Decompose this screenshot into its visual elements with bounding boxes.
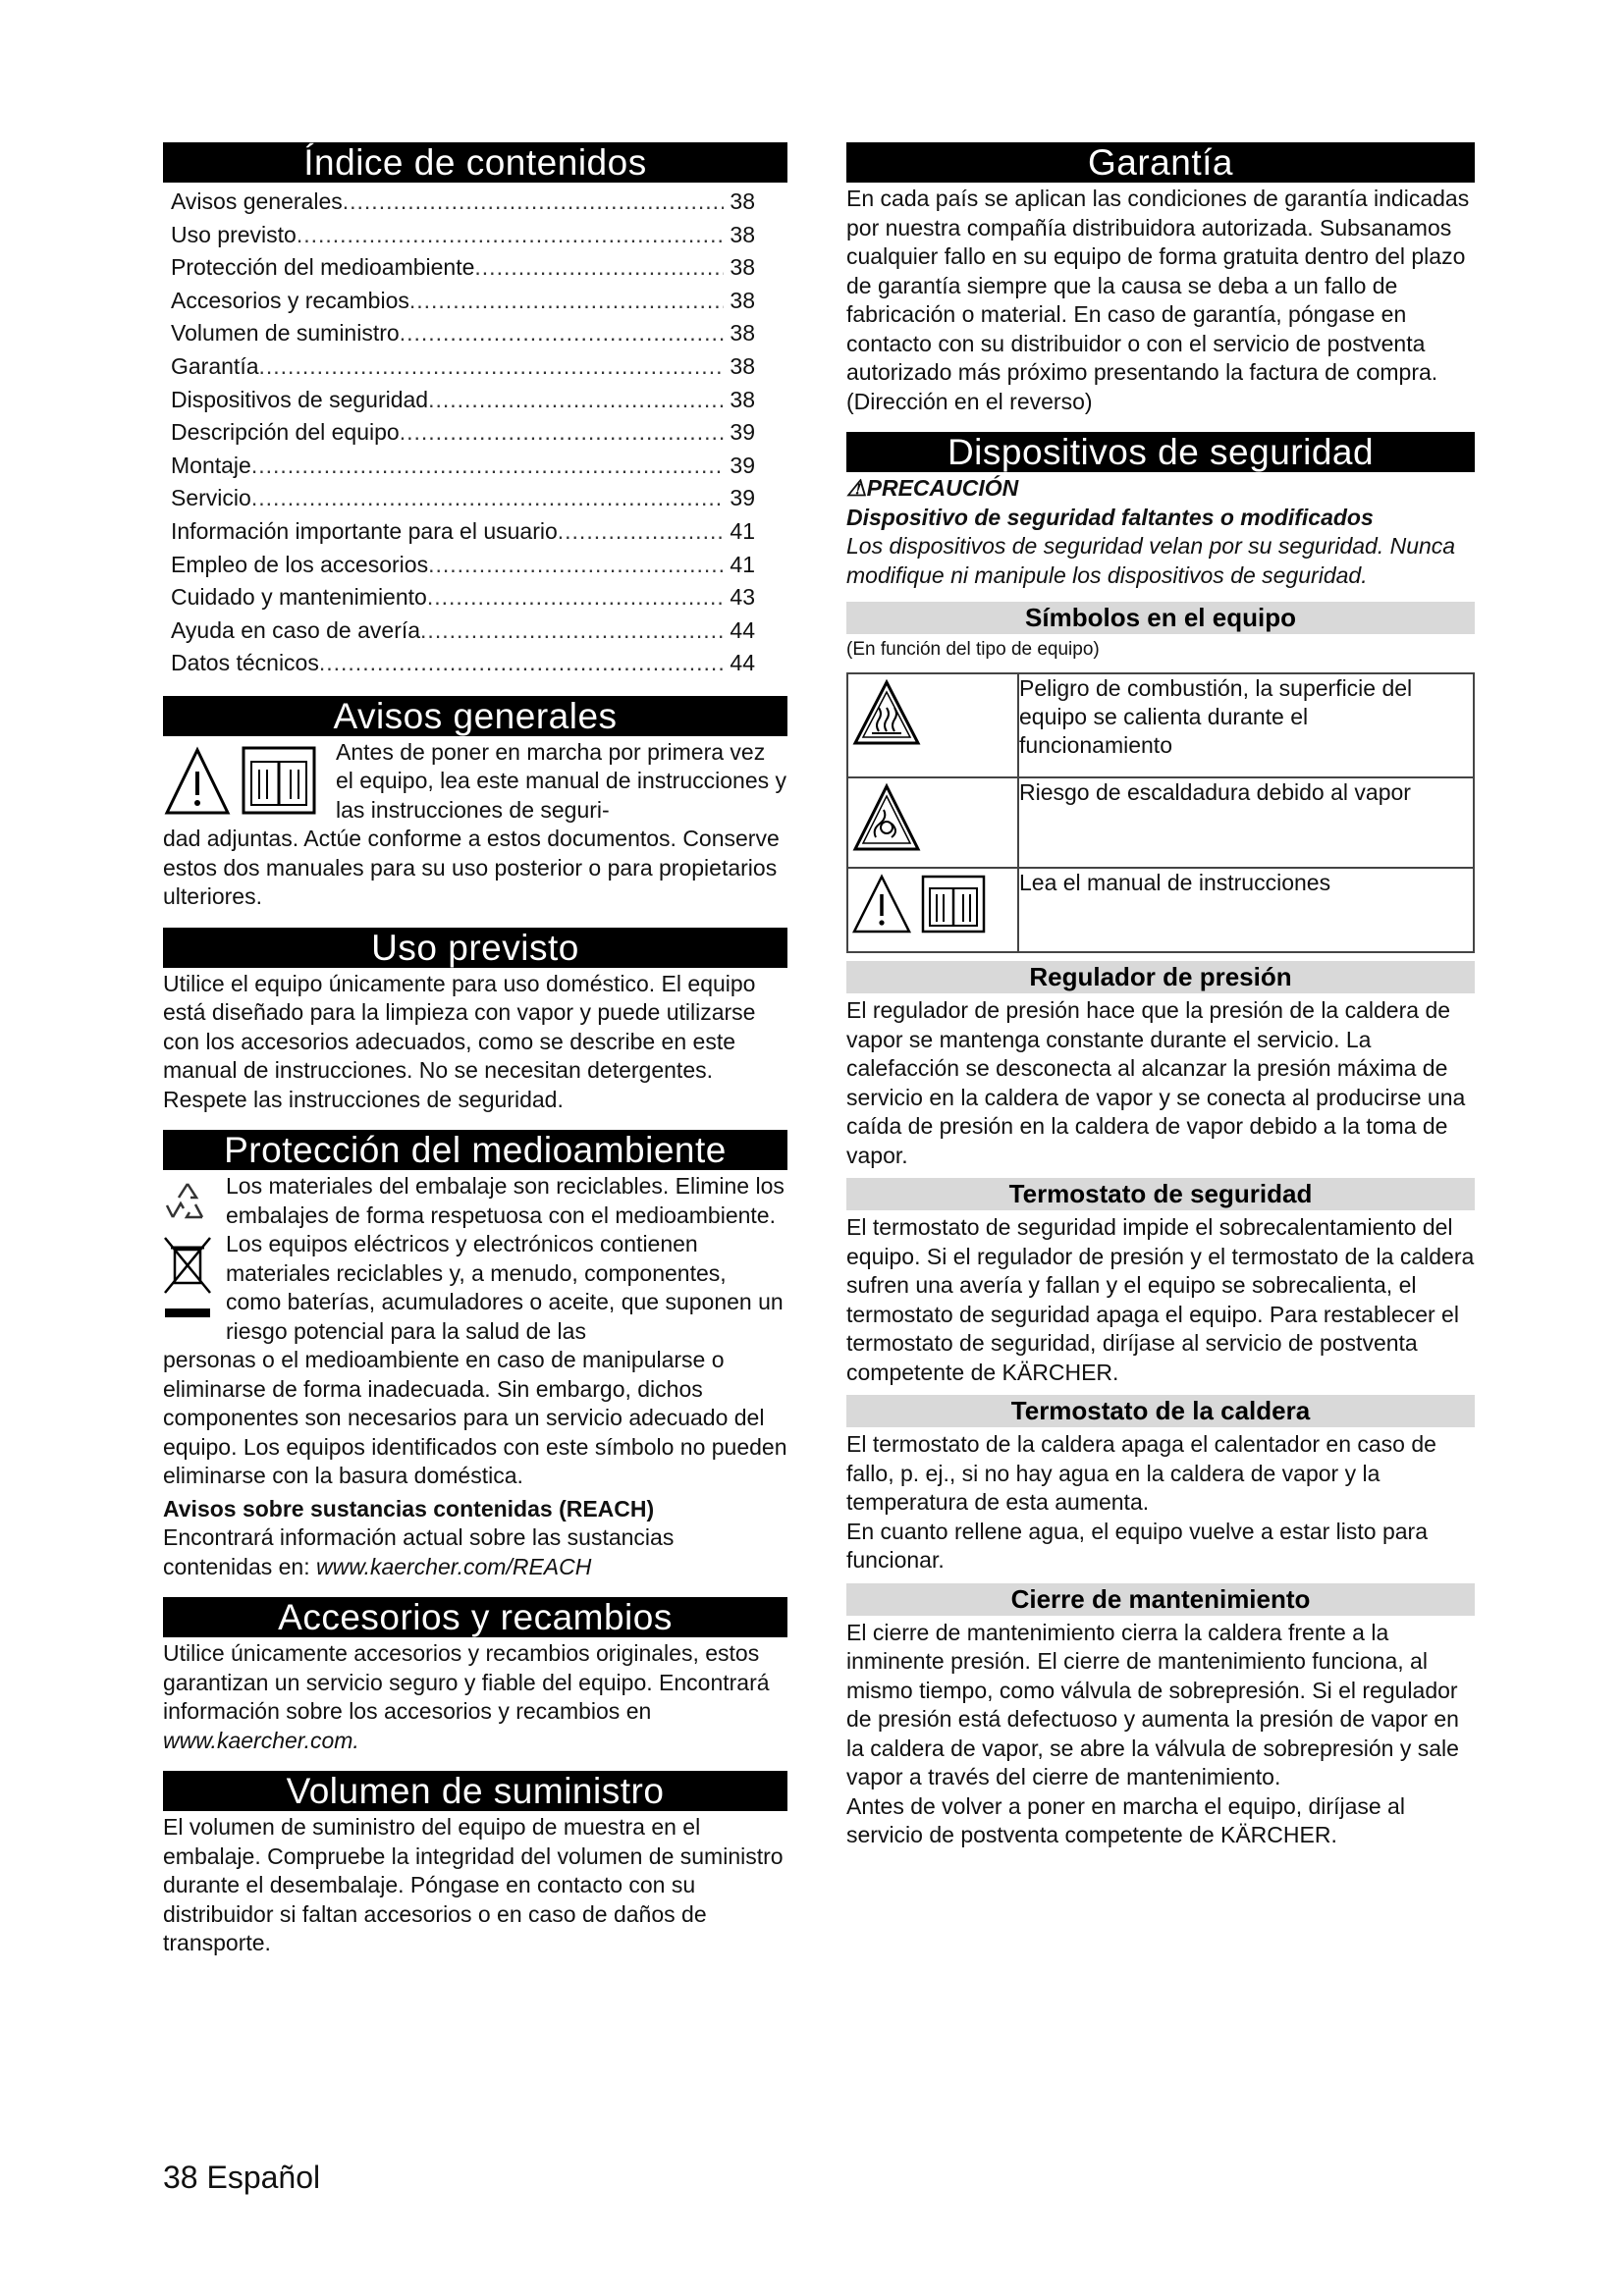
warning-read-manual-icon xyxy=(163,738,336,823)
toc-heading: Índice de contenidos xyxy=(163,142,787,183)
avisos-section xyxy=(163,696,787,912)
regulador-section xyxy=(846,961,1475,1170)
toc-item[interactable] xyxy=(171,450,755,483)
toc-item-page: 38 xyxy=(730,254,755,281)
symbols-table xyxy=(846,672,1475,953)
accesorios-heading: Accesorios y recambios xyxy=(163,1597,787,1637)
toc-item-page: 39 xyxy=(730,419,755,446)
avisos-text-b: dad adjuntas. Actúe conforme a estos documentos. Conserve estos dos manuales para su uso posterior o para propietarios ulteriores. xyxy=(163,826,780,910)
toc-item-page: 39 xyxy=(730,485,755,511)
weee-row xyxy=(163,1230,787,1346)
proteccion-section xyxy=(163,1130,787,1581)
table-row xyxy=(847,868,1474,952)
termostato-caldera-text2: En cuanto rellene agua, el equipo vuelve a estar listo para funcionar. xyxy=(846,1518,1429,1573)
toc-leader-dots xyxy=(251,450,725,483)
cierre-text: El cierre de mantenimiento cierra la caldera frente a la inminente presión. El cierre de mantenimiento funciona, al mismo tiempo, como válvula de sobrepresión. Si el regulador de presión está defectuoso y aumenta la presión de vapor en la caldera de vapor, se abre la válvula de sobrepresión y sale vapor a través del cierre de mantenimiento. xyxy=(846,1619,1459,1789)
toc-item-label: Uso previsto xyxy=(171,221,297,247)
toc-list xyxy=(171,186,787,680)
proteccion-heading: Protección del medioambiente xyxy=(163,1130,787,1170)
toc-leader-dots xyxy=(259,350,725,384)
weee-text-a: Los equipos eléctricos y electrónicos contienen materiales reciclables y, a menudo, componentes, como baterías, acumuladores o aceite, que suponen un riesgo potencial para la salud de las xyxy=(226,1231,784,1344)
steam-scald-warning-icon xyxy=(847,777,1018,868)
right-column xyxy=(846,142,1475,1850)
toc-item-page: 41 xyxy=(730,517,755,544)
recycle-icon xyxy=(163,1172,226,1227)
page-footer xyxy=(163,2160,320,2196)
volumen-heading: Volumen de suministro xyxy=(163,1771,787,1811)
toc-leader-dots xyxy=(251,482,725,515)
toc-item-label: Datos técnicos xyxy=(171,650,319,676)
toc-leader-dots xyxy=(297,219,725,252)
uso-text: Utilice el equipo únicamente para uso doméstico. El equipo está diseñado para la limpieza con vapor y puede utilizarse con los accesorios adecuados, como se describe en este manual de instrucciones. No se necesitan detergentes. Respete las instrucciones de seguridad. xyxy=(163,970,756,1112)
toc-leader-dots xyxy=(558,515,725,549)
toc-leader-dots xyxy=(319,647,725,680)
toc-leader-dots xyxy=(420,614,724,648)
symbol-text: Lea el manual de instrucciones xyxy=(1018,868,1474,952)
avisos-text-a: Antes de poner en marcha por primera vez el equipo, lea este manual de instrucciones y las instrucciones de seguri- xyxy=(336,738,787,823)
toc-item-page: 38 xyxy=(730,221,755,247)
regulador-text: El regulador de presión hace que la presión de la caldera de vapor se mantenga constante durante el servicio. La calefacción se desconecta al alcanzar la presión máxima de servicio en la caldera de vapor y se conecta al producirse una caída de presión en la caldera de vapor debido a la toma de vapor. xyxy=(846,997,1466,1168)
avisos-heading: Avisos generales xyxy=(163,696,787,736)
toc-item[interactable] xyxy=(171,549,755,582)
toc-item-page: 38 xyxy=(730,320,755,347)
reach-title: Avisos sobre sustancias contenidas (REACH) xyxy=(163,1495,655,1522)
garantia-text: En cada país se aplican las condiciones de garantía indicadas por nuestra compañía distribuidora autorizada. Subsanamos cualquier fallo en su equipo de forma gratuita dentro del plazo de garantía siempre que la causa se deba a un fallo de fabricación o material. En caso de garantía, póngase en contacto con su distribuidor o con el servicio de postventa autorizado más próximo presentando la factura de compra. xyxy=(846,186,1470,385)
termostato-caldera-text: El termostato de la caldera apaga el calentador en caso de fallo, p. ej., si no hay agua en la caldera de vapor y la temperatura de esta aumenta. xyxy=(846,1431,1436,1515)
reach-link[interactable]: www.kaercher.com/REACH xyxy=(316,1553,592,1579)
toc-item[interactable] xyxy=(171,350,755,384)
toc-item[interactable] xyxy=(171,416,755,450)
toc-leader-dots xyxy=(409,285,725,318)
avisos-icon-row xyxy=(163,738,787,826)
recycle-text: Los materiales del embalaje son reciclables. Elimine los embalajes de forma respetuosa con el medioambiente. xyxy=(226,1173,785,1228)
toc-item-label: Volumen de suministro xyxy=(171,320,400,347)
accesorios-link[interactable]: www.kaercher.com. xyxy=(163,1727,359,1753)
toc-item-label: Protección del medioambiente xyxy=(171,254,475,281)
toc-item-page: 39 xyxy=(730,452,755,478)
accesorios-text-body: Utilice únicamente accesorios y recambios originales, estos garantizan un servicio seguro y fiable del equipo. Encontrará información sobre los accesorios y recambios en xyxy=(163,1640,770,1725)
toc-item-label: Cuidado y mantenimiento xyxy=(171,584,427,611)
accesorios-section xyxy=(163,1597,787,1755)
symbol-text: Riesgo de escaldadura debido al vapor xyxy=(1018,777,1474,868)
garantia-heading: Garantía xyxy=(846,142,1475,183)
dispositivos-heading: Dispositivos de seguridad xyxy=(846,432,1475,472)
toc-item-label: Accesorios y recambios xyxy=(171,287,409,313)
table-row xyxy=(847,777,1474,868)
crossed-bin-icon xyxy=(163,1230,226,1324)
toc-item-label: Ayuda en caso de avería xyxy=(171,616,421,643)
termostato-seguridad-section xyxy=(846,1178,1475,1387)
left-column xyxy=(163,142,787,1974)
weee-text-b: personas o el medioambiente en caso de manipularse o eliminarse de forma inadecuada. Sin embargo, dichos componentes son necesarios para un servicio adecuado del equipo. Los equipos identificados con este símbolo no pueden eliminarse con la basura doméstica. xyxy=(163,1347,787,1489)
caution-label xyxy=(846,474,1475,504)
toc-leader-dots xyxy=(400,317,725,350)
toc-item-page: 38 xyxy=(730,386,755,412)
termostato-seguridad-heading: Termostato de seguridad xyxy=(846,1178,1475,1210)
table-row xyxy=(847,673,1474,777)
toc-item-label: Información importante para el usuario xyxy=(171,517,558,544)
read-manual-icon xyxy=(847,868,1018,952)
toc-item[interactable] xyxy=(171,515,755,549)
recycle-row xyxy=(163,1172,787,1230)
toc-item-page: 38 xyxy=(730,188,755,214)
toc-item[interactable] xyxy=(171,251,755,285)
regulador-heading: Regulador de presión xyxy=(846,961,1475,993)
toc-section xyxy=(163,142,787,680)
toc-leader-dots xyxy=(400,416,725,450)
toc-item-page: 43 xyxy=(730,584,755,611)
toc-item[interactable] xyxy=(171,614,755,648)
toc-item[interactable] xyxy=(171,317,755,350)
termostato-caldera-heading: Termostato de la caldera xyxy=(846,1395,1475,1427)
simbolos-section xyxy=(846,602,1475,953)
accesorios-text xyxy=(163,1639,787,1755)
toc-item-page: 38 xyxy=(730,352,755,379)
toc-item[interactable] xyxy=(171,482,755,515)
toc-leader-dots xyxy=(343,186,725,219)
dispositivos-section xyxy=(846,432,1475,590)
toc-item-label: Empleo de los accesorios xyxy=(171,551,429,577)
garantia-section xyxy=(846,142,1475,416)
toc-item-label: Servicio xyxy=(171,485,251,511)
toc-item[interactable] xyxy=(171,581,755,614)
cierre-heading: Cierre de mantenimiento xyxy=(846,1583,1475,1616)
toc-item-label: Montaje xyxy=(171,452,251,478)
toc-item-page: 44 xyxy=(730,616,755,643)
toc-item[interactable] xyxy=(171,219,755,252)
uso-heading: Uso previsto xyxy=(163,928,787,968)
caution-title: Dispositivo de seguridad faltantes o modificados xyxy=(846,504,1374,530)
toc-item-label: Dispositivos de seguridad xyxy=(171,386,429,412)
simbolos-heading: Símbolos en el equipo xyxy=(846,602,1475,634)
toc-leader-dots xyxy=(474,251,724,285)
toc-item[interactable] xyxy=(171,186,755,219)
garantia-note: (Dirección en el reverso) xyxy=(846,388,1093,414)
volumen-section xyxy=(163,1771,787,1958)
toc-leader-dots xyxy=(427,581,725,614)
caution-triangle-icon: ⚠ xyxy=(846,475,867,501)
page-language: Español xyxy=(206,2160,321,2195)
toc-item-page: 38 xyxy=(730,287,755,313)
toc-item[interactable] xyxy=(171,647,755,680)
hot-surface-warning-icon xyxy=(847,673,1018,777)
toc-leader-dots xyxy=(428,384,724,417)
toc-item-page: 44 xyxy=(730,650,755,676)
toc-leader-dots xyxy=(428,549,724,582)
page-number: 38 xyxy=(163,2160,198,2195)
termostato-caldera-section xyxy=(846,1395,1475,1575)
simbolos-note: (En función del tipo de equipo) xyxy=(846,639,1100,660)
cierre-section xyxy=(846,1583,1475,1850)
toc-item[interactable] xyxy=(171,384,755,417)
volumen-text: El volumen de suministro del equipo de muestra en el embalaje. Compruebe la integridad del volumen de suministro durante el desembalaje. Póngase en contacto con su distribuidor si faltan accesorios o en caso de daños de transporte. xyxy=(163,1814,784,1956)
caution-label-text: PRECAUCIÓN xyxy=(866,475,1019,501)
toc-item-label: Avisos generales xyxy=(171,188,343,214)
uso-section xyxy=(163,928,787,1115)
toc-item[interactable] xyxy=(171,285,755,318)
caution-text: Los dispositivos de seguridad velan por su seguridad. Nunca modifique ni manipule los dispositivos de seguridad. xyxy=(846,533,1456,588)
toc-item-label: Garantía xyxy=(171,352,259,379)
toc-item-label: Descripción del equipo xyxy=(171,419,400,446)
reach-text-body: Encontrará información actual sobre las sustancias contenidas en: xyxy=(163,1524,675,1579)
toc-item-page: 41 xyxy=(730,551,755,577)
termostato-seguridad-text: El termostato de seguridad impide el sobrecalentamiento del equipo. Si el regulador de presión y el termostato de la caldera sufren una avería y fallan y el equipo se sobrecalienta, el termostato de seguridad apaga el equipo. Para restablecer el termostato de seguridad, diríjase al servicio de postventa competente de KÄRCHER. xyxy=(846,1214,1475,1385)
cierre-text2: Antes de volver a poner en marcha el equipo, diríjase al servicio de postventa competente de KÄRCHER. xyxy=(846,1792,1405,1847)
reach-text xyxy=(163,1523,787,1581)
symbol-text: Peligro de combustión, la superficie del equipo se calienta durante el funcionamiento xyxy=(1018,673,1474,777)
